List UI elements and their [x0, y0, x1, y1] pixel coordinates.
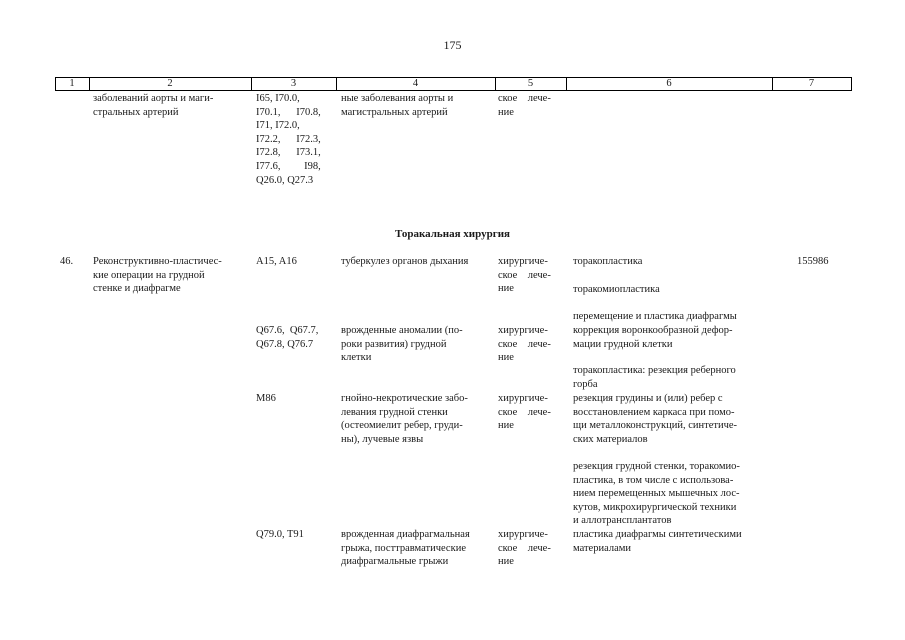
method: пластика диафрагмы синтетическими материалами — [573, 529, 742, 554]
header-bottom-rule — [55, 90, 852, 91]
funding-amount: 155986 — [797, 256, 829, 267]
method: резекция грудины и (или) ребер с восстановлением каркаса при помо- щи металлоконструкций, синтетиче- ских материалов — [573, 393, 738, 445]
header-col-3: 3 — [290, 78, 297, 89]
header-col-4: 4 — [412, 78, 419, 89]
method: торакопластика — [573, 256, 643, 267]
col-divider — [851, 77, 852, 90]
header-col-2: 2 — [167, 78, 173, 89]
procedure-name: Реконструктивно-пластичес- кие операции на грудной стенке и диафрагме — [93, 256, 222, 295]
continuation-disease: ные заболевания аорты и магистральных артерий — [341, 93, 454, 118]
treatment-type: хирургиче- ское лече- ние — [498, 393, 551, 432]
codes: Q79.0, T91 — [256, 529, 304, 540]
disease: туберкулез органов дыхания — [341, 256, 469, 267]
codes: A15, A16 — [256, 256, 297, 267]
codes: M86 — [256, 393, 276, 404]
header-col-6: 6 — [666, 78, 672, 89]
method: перемещение и пластика диафрагмы — [573, 311, 737, 322]
section-title: Торакальная хирургия — [395, 228, 510, 240]
treatment-type: хирургиче- ское лече- ние — [498, 529, 551, 568]
continuation-codes: I65, I70.0, I70.1, I70.8, I71, I72.0, I72.2, I72.3, I72.8, I73.1, I77.6, I98, Q26.0, Q27.3 — [256, 93, 321, 186]
method: торакомиопластика — [573, 284, 660, 295]
header-col-1: 1 — [69, 78, 75, 89]
continuation-treatment: ское лече- ние — [498, 93, 551, 118]
row-number: 46. — [60, 256, 74, 267]
method: резекция грудной стенки, торакомио- пластика, в том числе с использова- нием перемещенных мышечных лос- кутов, микрохирургической техники и аллотрансплантатов — [573, 461, 740, 527]
disease: врожденные аномалии (по- роки развития) грудной клетки — [341, 325, 463, 364]
continuation-name: заболеваний аорты и маги- стральных артерий — [93, 93, 214, 118]
treatment-type: хирургиче- ское лече- ние — [498, 256, 551, 295]
treatment-type: хирургиче- ское лече- ние — [498, 325, 551, 364]
disease: врожденная диафрагмальная грыжа, посттравматические диафрагмальные грыжи — [341, 529, 470, 568]
method: коррекция воронкообразной дефор- мации грудной клетки — [573, 325, 733, 350]
header-col-5: 5 — [527, 78, 534, 89]
method: торакопластика: резекция реберного горба — [573, 365, 736, 390]
page-number: 175 — [443, 38, 462, 52]
disease: гнойно-некротические забо- левания грудной стенки (остеомиелит ребер, груди- ны), лучевые язвы — [341, 393, 468, 445]
codes: Q67.6, Q67.7, Q67.8, Q76.7 — [256, 325, 319, 350]
header-col-7: 7 — [808, 78, 815, 89]
